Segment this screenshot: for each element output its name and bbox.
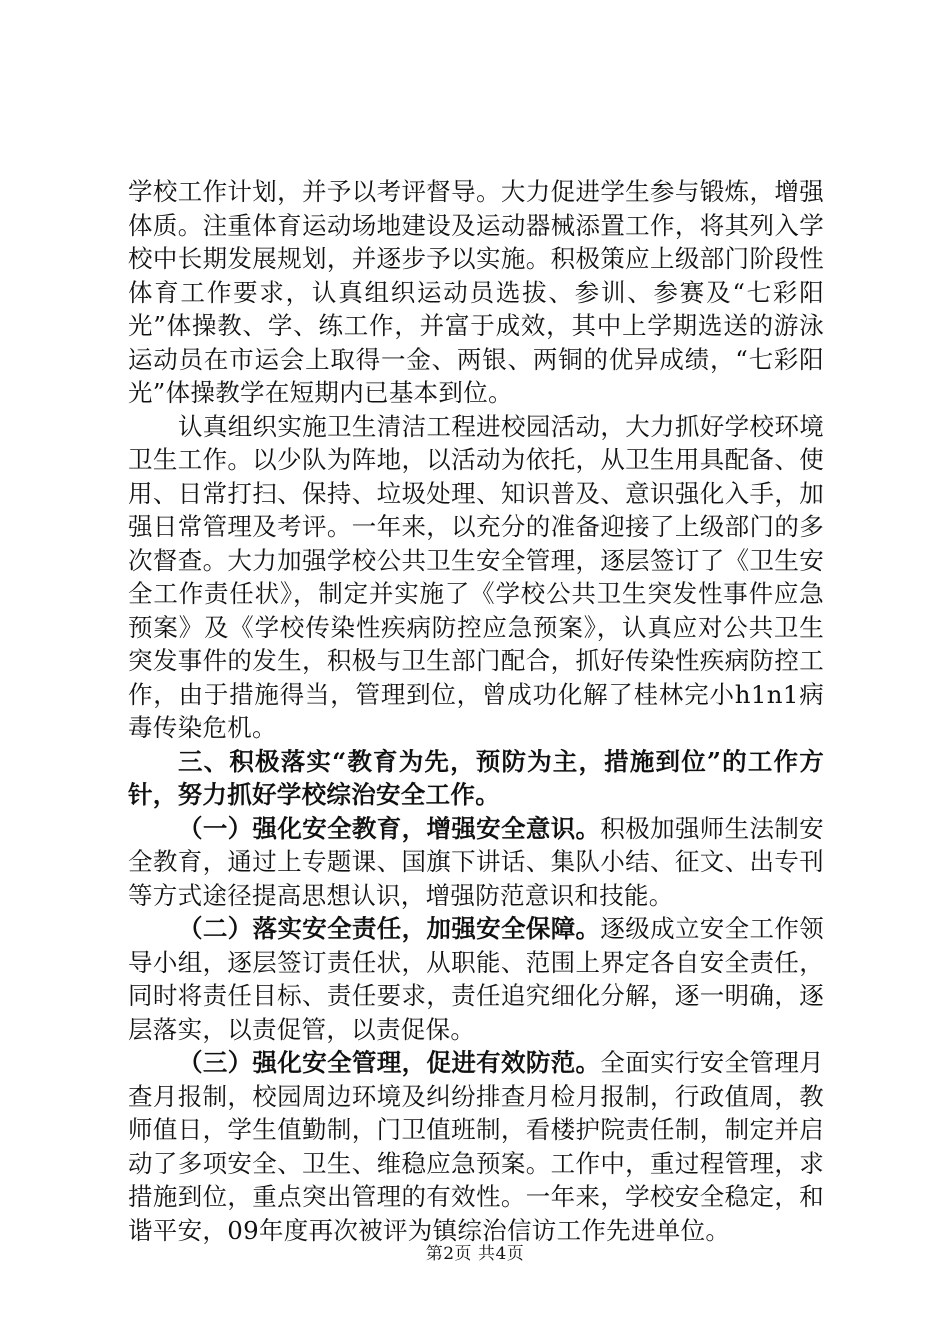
page-number-footer: 第2页 共4页 xyxy=(425,1244,525,1264)
paragraph-safety-management xyxy=(128,1046,824,1247)
document-body xyxy=(128,175,824,1247)
paragraph-safety-education-text: 积极加强师生法制安全教育，通过上专题课、国旗下讲话、集队小结、征文、出专刊等方式途径提高思想认识，增强防范意识和技能。 xyxy=(128,813,824,910)
paragraph-safety-responsibility-text: 逐级成立安全工作领导小组，逐层签订责任状，从职能、范围上界定各自安全责任，同时将责任目标、责任要求，责任追究细化分解，逐一明确，逐层落实，以责促管，以责促保。 xyxy=(128,914,824,1044)
paragraph-hygiene: 认真组织实施卫生清洁工程进校园活动，大力抓好学校环境卫生工作。以少队为阵地，以活动为依托，从卫生用具配备、使用、日常打扫、保持、垃圾处理、知识普及、意识强化入手，加强日常管理及考评。一年来，以充分的准备迎接了上级部门的多次督查。大力加强学校公共卫生安全管理，逐层签订了《卫生安全工作责任状》，制定并实施了《学校公共卫生突发性事件应急预案》及《学校传染性疾病防控应急预案》，认真应对公共卫生突发事件的发生，积极与卫生部门配合，抓好传染性疾病防控工作，由于措施得当，管理到位，曾成功化解了桂林完小h1n1病毒传染危机。 xyxy=(128,411,824,742)
subheading-safety-education: （一）强化安全教育，增强安全意识。 xyxy=(178,813,601,843)
paragraph-safety-management-text: 全面实行安全管理月查月报制，校园周边环境及纠纷排查月检月报制，行政值周，教师值日，学生值勤制，门卫值班制，看楼护院责任制，制定并启动了多项安全、卫生、维稳应急预案。工作中，重过程管理，求措施到位，重点突出管理的有效性。一年来，学校安全稳定，和谐平安，09年度再次被评为镇综治信访工作先进单位。 xyxy=(128,1048,824,1245)
paragraph-safety-responsibility xyxy=(128,912,824,1046)
section-heading-safety: 三、积极落实“教育为先，预防为主，措施到位”的工作方针，努力抓好学校综治安全工作。 xyxy=(128,746,824,809)
subheading-safety-responsibility: （二）落实安全责任，加强安全保障。 xyxy=(178,914,601,943)
subheading-safety-management: （三）强化安全管理，促进有效防范。 xyxy=(178,1048,601,1077)
paragraph-sports: 学校工作计划，并予以考评督导。大力促进学生参与锻炼，增强体质。注重体育运动场地建设及运动器械添置工作，将其列入学校中长期发展规划，并逐步予以实施。积极策应上级部门阶段性体育工作要求，认真组织运动员选拔、参训、参赛及“七彩阳光”体操教、学、练工作，并富于成效，其中上学期选送的游泳运动员在市运会上取得一金、两银、两铜的优异成绩，“七彩阳光”体操教学在短期内已基本到位。 xyxy=(128,177,824,407)
paragraph-safety-education xyxy=(128,812,824,913)
